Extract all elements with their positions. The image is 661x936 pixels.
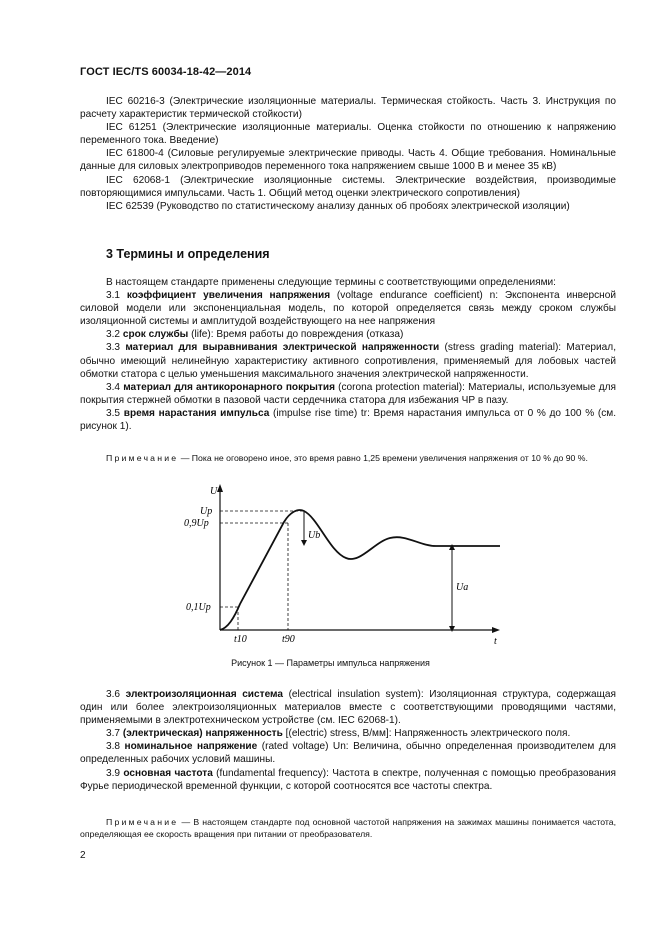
term-definition: 3.6 электроизоляционная система (electrical insulation system): Изоляционная структура, содержащая один или более электроизоляционных материалов вместе с соответствующими проводящими частями, применяемыми в электротехническом устройстве (см. IEC 62068-1). xyxy=(80,689,616,727)
up-label: Up xyxy=(200,506,213,517)
term-name: время нарастания импульса xyxy=(123,407,270,419)
term-definition: 3.5 время нарастания импульса (impulse rise time) tr: Время нарастания импульса от 0 % до 100 % (см. рисунок 1). xyxy=(80,407,617,433)
reference-item: IEC 62539 (Руководство по статистическому анализу данных об пробоях электрической изоляции) xyxy=(106,200,570,212)
term-definition: 3.9 основная частота (fundamental frequency): Частота в спектре, полученная с помощью преобразования Фурье периодической временной функции, с которой соотносятся все частоты спектра. xyxy=(80,767,616,792)
section-intro: В настоящем стандарте применены следующие термины с соответствующими определениями: xyxy=(106,277,556,288)
impulse-diagram xyxy=(184,478,514,648)
pulse-curve xyxy=(220,510,500,630)
term-name: номинальное напряжение xyxy=(124,741,258,753)
section-title: 3 Термины и определения xyxy=(106,247,270,261)
term-name: основная частота xyxy=(123,767,213,779)
u-axis-label: U xyxy=(210,486,218,497)
note-1 xyxy=(80,452,616,464)
term-name: коэффициент увеличения напряжения xyxy=(126,290,331,302)
note-2 xyxy=(80,816,616,840)
term-definition: 3.8 номинальное напряжение (rated voltage) Un: Величина, обычно определенная производителем для определенных рабочих условий машины. xyxy=(80,741,616,766)
note-label: Примечание xyxy=(106,453,179,463)
page-number: 2 xyxy=(80,850,86,861)
reference-item: IEC 61800-4 (Силовые регулируемые электрические приводы. Часть 4. Общие требования. Номинальные данные для силовых электроприводов переменного тока напряжением свыше 1000 В и менее 35 кВ) xyxy=(80,148,616,173)
p01-label: 0,1Up xyxy=(186,602,211,613)
t10-label: t10 xyxy=(234,634,247,645)
term-name: (электрическая) напряженность xyxy=(122,728,283,740)
term-name: срок службы xyxy=(122,329,189,341)
terms-block-b xyxy=(80,688,616,793)
term-definition: 3.3 материал для выравнивания электрической напряженности (stress grading material): Материал, обычно имеющий нелинейную характеристику активного сопротивления, применяемый для лобовых частей обмотки статора с целью уменьшения максимального значения электрической напряженности. xyxy=(80,342,616,380)
term-name: материал для антикоронарного покрытия xyxy=(123,381,335,393)
impulse-figure xyxy=(184,478,514,648)
note-text: — Пока не оговорено иное, это время равно 1,25 времени увеличения напряжения от 10 % до 90 %. xyxy=(178,453,588,463)
reference-item: IEC 62068-1 (Электрические изоляционные системы. Электрические воздействия, производимые повторяющимися импульсами. Часть 1. Общий метод оценки электрического сопротивления) xyxy=(80,174,616,199)
figure-caption: Рисунок 1 — Параметры импульса напряжения xyxy=(231,658,430,668)
p09-label: 0,9Up xyxy=(184,518,209,529)
reference-item: IEC 61251 (Электрические изоляционные материалы. Оценка стойкости по отношению к напряжению переменного тока. Введение) xyxy=(80,122,616,147)
references-list xyxy=(80,95,616,213)
ua-label: Ua xyxy=(456,582,469,593)
reference-item: IEC 60216-3 (Электрические изоляционные материалы. Термическая стойкость. Часть 3. Инструкция по расчету характеристик термической стойкости) xyxy=(80,96,616,121)
ub-label: Ub xyxy=(308,530,321,541)
term-definition: 3.2 срок службы (life): Время работы до повреждения (отказа) xyxy=(106,329,404,341)
t90-label: t90 xyxy=(282,634,295,645)
page-header: ГОСТ IEC/TS 60034-18-42—2014 xyxy=(80,66,252,78)
term-definition: 3.1 коэффициент увеличения напряжения (voltage endurance coefficient) n: Экспонента инверсной силовой модели или экспоненциальная модель, по которой определяется связь между сроком службы изоляционной системы и амплитудой воздействующего на нее напряжения xyxy=(80,290,617,328)
term-definition: 3.4 материал для антикоронарного покрытия (corona protection material): Материалы, используемые для покрытия стержней обмотки в пазовой части сердечника статора для избежания ЧР в пазу. xyxy=(80,381,617,406)
term-name: электроизоляционная система xyxy=(125,689,283,700)
t-axis-label: t xyxy=(494,636,497,647)
terms-block-a xyxy=(80,276,616,433)
note-text: — В настоящем стандарте под основной частотой напряжения на зажимах машины понимается частота, определяющая ее скорость вращения при питании от преобразователя. xyxy=(80,817,616,839)
note-label: Примечание xyxy=(106,817,179,827)
term-definition: 3.7 (электрическая) напряженность [(electric) stress, В/мм]: Напряженность электрического поля. xyxy=(106,728,571,740)
term-name: материал для выравнивания электрической напряженности xyxy=(125,342,440,354)
